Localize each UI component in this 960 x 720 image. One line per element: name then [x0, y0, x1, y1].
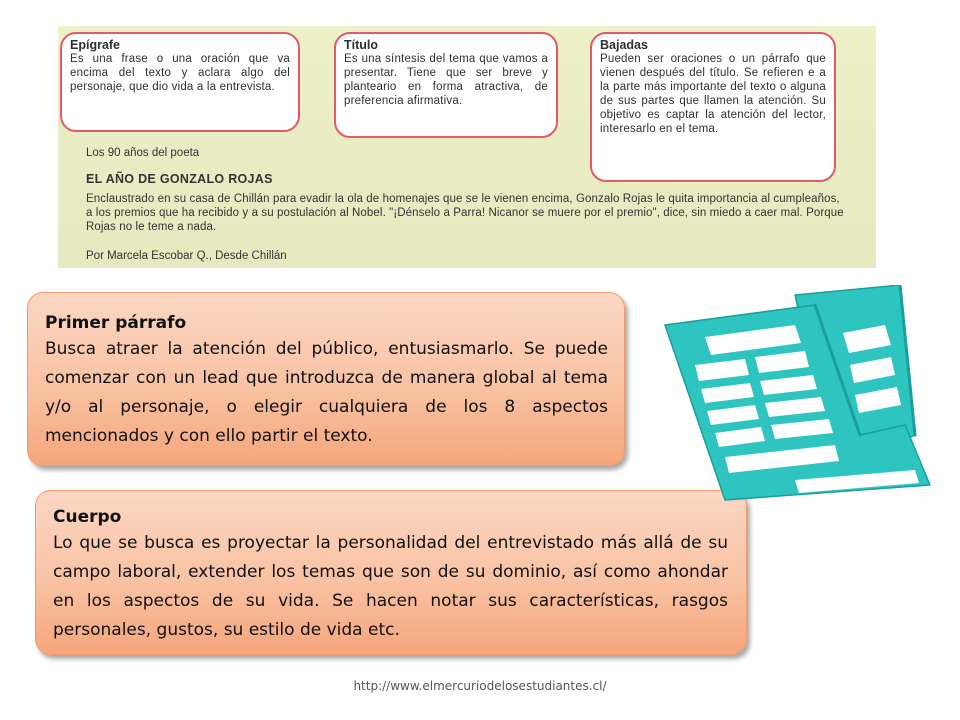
article-byline: Por Marcela Escobar Q., Desde Chillán	[86, 250, 287, 262]
article-headline: EL AÑO DE GONZALO ROJAS	[86, 172, 273, 186]
article-lead: Enclaustrado en su casa de Chillán para evadir la ola de homenajes que se le vienen encima, Gonzalo Rojas le quita importancia al cumpleaños, a los premios que ha recibido y a su postulación al Nobel. "¡Dénselo a Parra! Nicanor se muere por el premio", dice, sin miedo a caer mal. Porque Rojas no le teme a nada.	[86, 193, 844, 233]
source-url[interactable]: http://www.elmercuriodelosestudiantes.cl/	[353, 679, 607, 693]
epigrafe-title: Epígrafe	[70, 38, 121, 52]
titulo-text: Es una síntesis del tema que vamos a presentar. Tiene que ser breve y planteario en forma atractiva, de preferencia afirmativa.	[344, 53, 548, 107]
bajadas-title: Bajadas	[600, 38, 648, 52]
newspaper-example-figure	[58, 26, 876, 268]
cuerpo-box	[35, 490, 747, 655]
primer-parrafo-text: Busca atraer la atención del público, entusiasmarlo. Se puede comenzar con un lead que introduzca de manera global al tema y/o al personaje, o elegir cualquiera de los 8 aspectos mencionados y con ello partir el texto.	[45, 339, 608, 446]
titulo-title: Título	[344, 38, 379, 52]
primer-parrafo-title: Primer párrafo	[45, 313, 187, 333]
epigrafe-callout	[60, 32, 300, 132]
article-kicker: Los 90 años del poeta	[86, 147, 200, 159]
cuerpo-text: Lo que se busca es proyectar la personalidad del entrevistado más allá de su campo laboral, extender los temas que son de su dominio, así como ahondar en los aspectos de su vida. Se hacen notar sus características, rasgos personales, gustos, su estilo de vida etc.	[53, 533, 728, 640]
bajadas-callout	[590, 32, 836, 182]
primer-parrafo-box	[27, 292, 625, 466]
cuerpo-title: Cuerpo	[53, 507, 122, 527]
newspaper-icon	[645, 285, 935, 505]
titulo-callout	[334, 32, 558, 138]
bajadas-text: Pueden ser oraciones o un párrafo que vienen después del título. Se refieren e a la parte más importante del texto o alguna de sus partes que llamen la atención. Su objetivo es captar la atención del lector, interesarlo en el tema.	[600, 53, 826, 135]
epigrafe-text: Es una frase o una oración que va encima del texto y aclara algo del personaje, que dio vida a la entrevista.	[70, 53, 290, 93]
